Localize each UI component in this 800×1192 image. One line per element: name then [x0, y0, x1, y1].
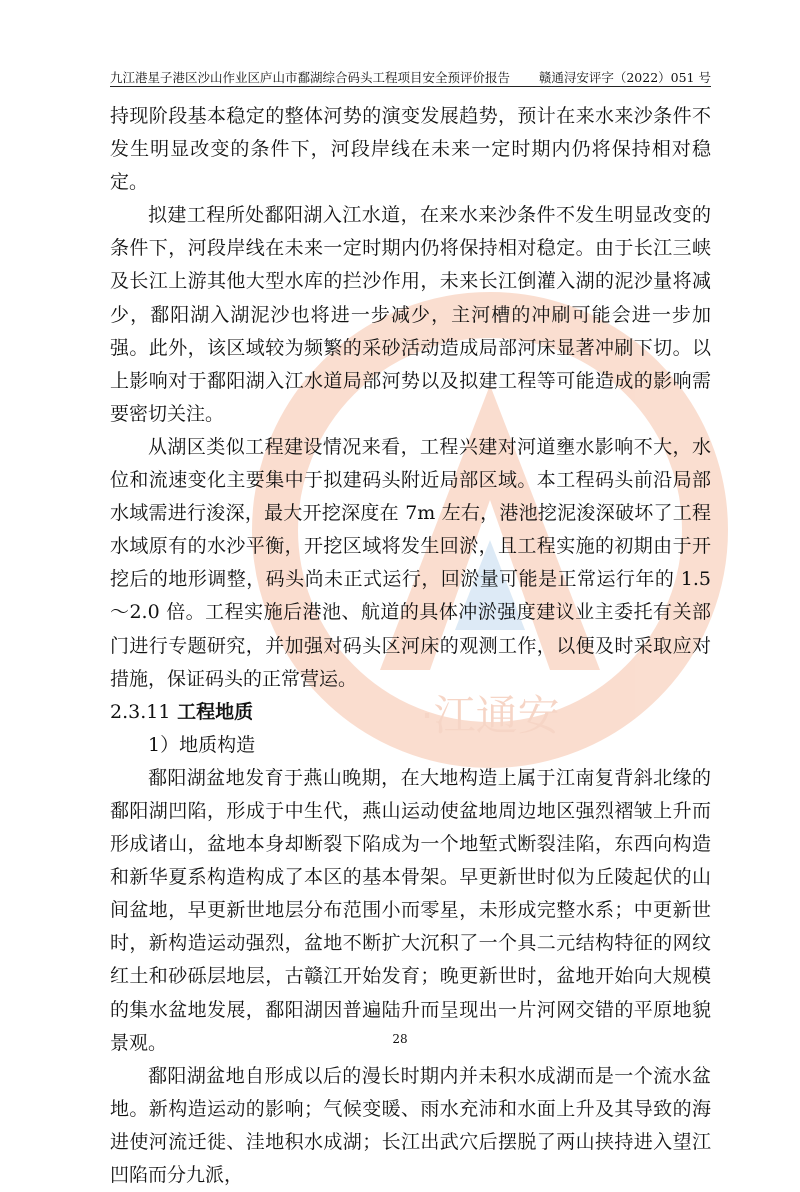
document-body: [110, 100, 711, 1192]
paragraph: 从湖区类似工程建设情况来看，工程兴建对河道壅水影响不大，水位和流速变化主要集中于拟建码头附近局部区域。本工程码头前沿局部水域需进行浚深，最大开挖深度在 7m 左右，港池挖泥浚深破坏了工程水域原有的水沙平衡，开挖区域将发生回淤，且工程实施的初期由于开挖后的地形调整，码头尚未正式运行，回淤量可能是正常运行年的 1.5～2.0 倍。工程实施后港池、航道的具体冲淤强度建议业主委托有关部门进行专题研究，并加强对码头区河床的观测工作，以便及时采取应对措施，保证码头的正常营运。: [110, 435, 711, 690]
section-heading: [110, 696, 711, 729]
page-number: 28: [392, 1032, 408, 1046]
page-header: [110, 64, 711, 87]
svg-text:·江通安: ·江通安: [420, 691, 560, 740]
section-title: 工程地质: [177, 700, 254, 723]
paragraph: 拟建工程所处鄱阳湖入江水道，在来水来沙条件不发生明显改变的条件下，河段岸线在未来一定时期内仍将保持相对稳定。由于长江三峡及长江上游其他大型水库的拦沙作用，未来长江倒灌入湖的泥沙量将减少，鄱阳湖入湖泥沙也将进一步减少，主河槽的冲刷可能会进一步加强。此外，该区域较为频繁的采砂活动造成局部河床显著冲刷下切。以上影响对于鄱阳湖入江水道局部河势以及拟建工程等可能造成的影响需要密切关注。: [110, 204, 711, 425]
paragraph: 持现阶段基本稳定的整体河势的演变发展趋势，预计在来水来沙条件不发生明显改变的条件下，河段岸线在未来一定时期内仍将保持相对稳定。: [110, 105, 711, 194]
header-report-title: 九江港星子港区沙山作业区庐山市鄱湖综合码头工程项目安全预评价报告: [110, 70, 511, 85]
section-number: 2.3.11: [110, 700, 171, 723]
subsection-heading: 1）地质构造: [148, 733, 256, 756]
paragraph: 鄱阳湖盆地发育于燕山晚期，在大地构造上属于江南复背斜北缘的鄱阳湖凹陷，形成于中生代，燕山运动使盆地周边地区强烈褶皱上升而形成诸山，盆地本身却断裂下陷成为一个地堑式断裂洼陷，东西向构造和新华夏系构造构成了本区的基本骨架。早更新世时似为丘陵起伏的山间盆地，早更新世地层分布范围小而零星，未形成完整水系；中更新世时，新构造运动强烈，盆地不断扩大沉积了一个具二元结构特征的网纹红土和砂砾层地层，古赣江开始发育；晚更新世时，盆地开始向大规模的集水盆地发展，鄱阳湖因普遍陆升而呈现出一片河网交错的平原地貌景观。: [110, 766, 711, 1054]
header-report-number: 赣通浔安评字（2022）051 号: [538, 70, 711, 85]
paragraph: 鄱阳湖盆地自形成以后的漫长时期内并未积水成湖而是一个流水盆地。新构造运动的影响；气候变暖、雨水充沛和水面上升及其导致的海进使河流迁徙、洼地积水成湖；长江出武穴后摆脱了两山挟持进入望江凹陷而分九派，: [110, 1064, 711, 1186]
